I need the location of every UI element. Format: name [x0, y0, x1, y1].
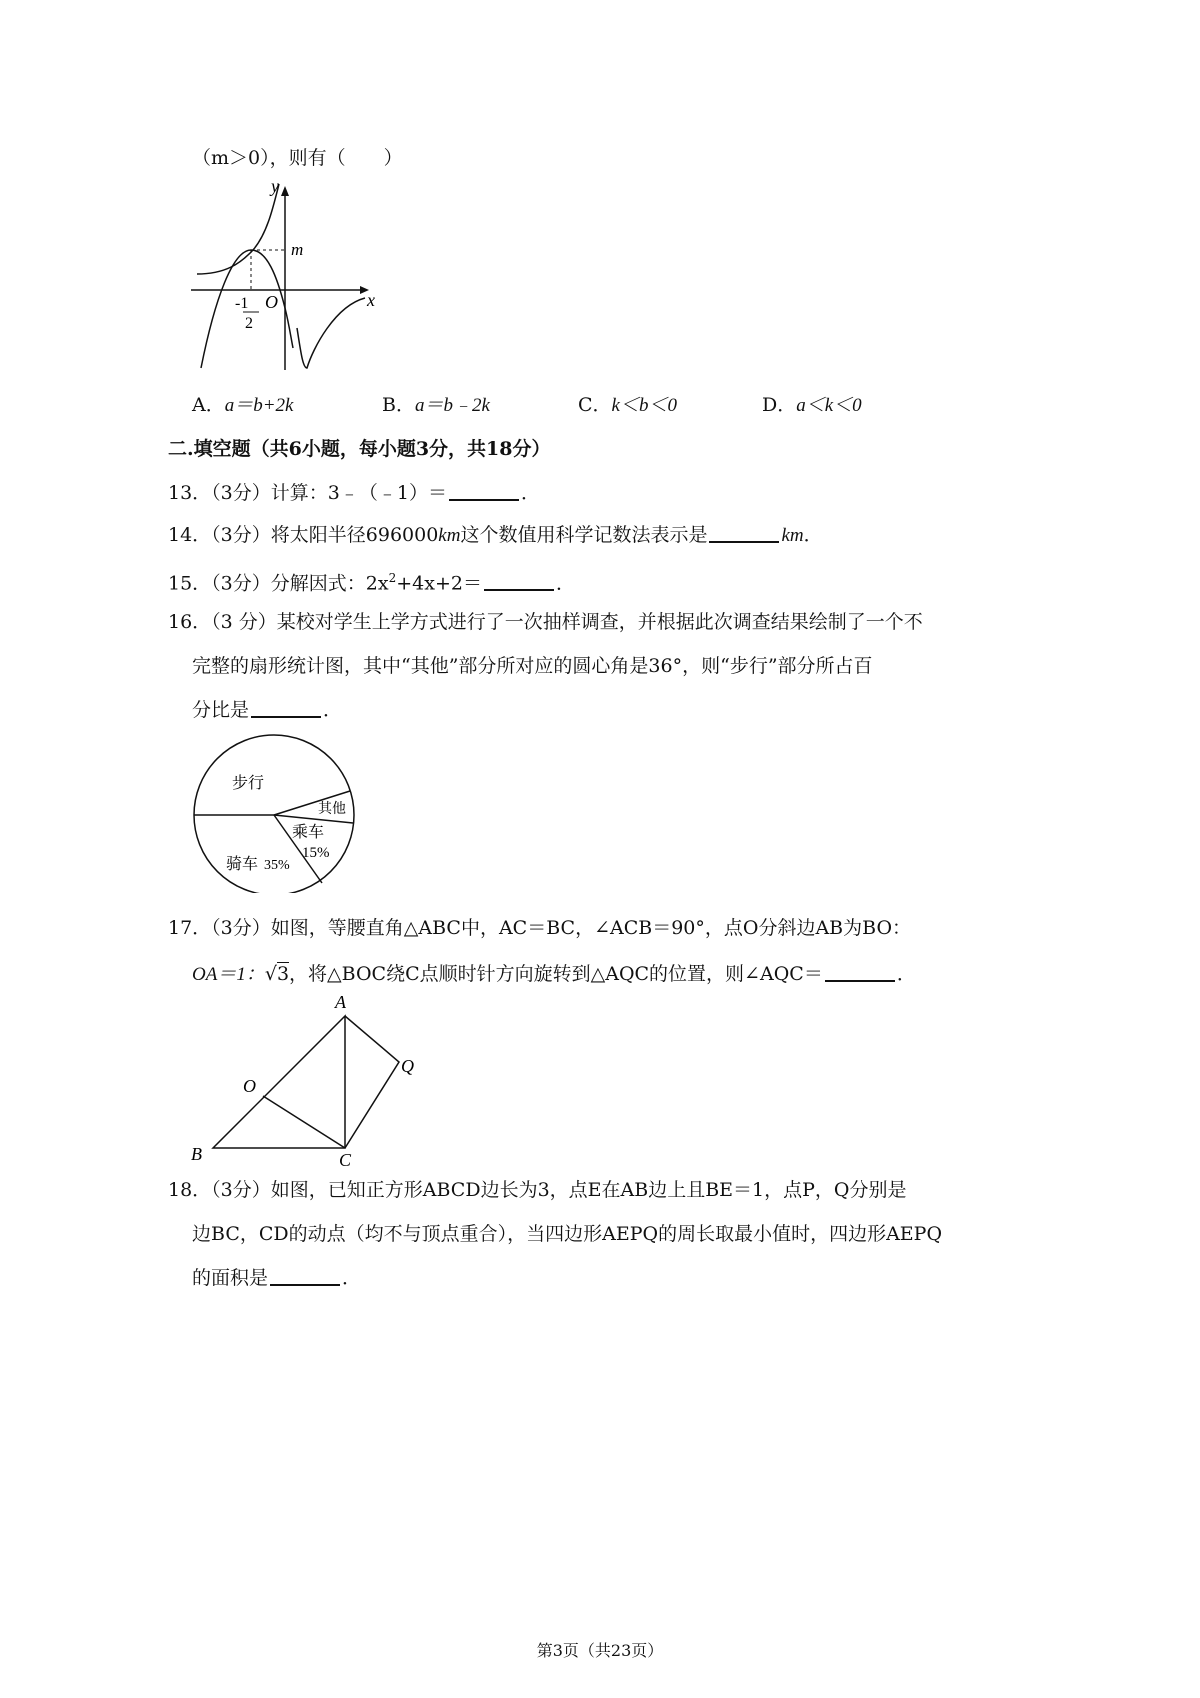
- q16-line-3: [192, 698, 342, 722]
- q16-line-2: 完整的扇形统计图，其中“其他”部分所对应的圆心角是36°，则“步行”部分所占百: [192, 655, 873, 677]
- q15-rest: +4x+2＝: [396, 572, 482, 595]
- q18-text: 的面积是: [192, 1267, 269, 1289]
- q17-triangle-figure: [185, 990, 425, 1170]
- option-letter: B．: [382, 394, 415, 416]
- q15-suffix: ．: [555, 572, 575, 595]
- label-b: B: [191, 1144, 202, 1164]
- q16-suffix: ．: [323, 699, 343, 721]
- q17-line-1: 17．（3分）如图，等腰直角△ABC中，AC＝BC，∠ACB＝90°，点O分斜边AB为BO：: [168, 917, 912, 939]
- q12-option-c: [578, 393, 677, 418]
- sqrt-symbol: √: [264, 963, 277, 985]
- q15-exponent: 2: [388, 571, 397, 585]
- q17-suffix: ．: [896, 963, 916, 985]
- q12-tail: （m＞0），则有（ ）: [192, 147, 403, 169]
- segment-oc: [263, 1096, 345, 1148]
- answer-blank: [825, 962, 895, 982]
- q18-line-1: 18．（3分）如图，已知正方形ABCD边长为3，点E在AB边上且BE＝1，点P，Q分别是: [168, 1179, 907, 1201]
- m-label: m: [291, 240, 304, 259]
- question-15: [168, 566, 575, 595]
- option-text: k＜b＜0: [611, 395, 677, 416]
- option-text: a＝b+2k: [224, 395, 294, 416]
- pie-chart: [190, 733, 362, 893]
- origin-label: O: [265, 292, 278, 312]
- sqrt-argument: 3: [276, 963, 290, 985]
- q14-text: 14．（3分）将太阳半径696000: [168, 524, 439, 546]
- option-text: a＜k＜0: [796, 395, 862, 416]
- q18-line-3: [192, 1266, 361, 1290]
- q17-text: ，将△BOC绕C点顺时针方向旋转到△AQC的位置，则∠AQC＝: [289, 963, 823, 985]
- label-a: A: [335, 992, 346, 1012]
- q14-suffix: ．: [803, 524, 823, 546]
- triangle-abc: [213, 1016, 345, 1148]
- y-axis-arrow: [281, 186, 289, 196]
- slice-label-other: 其他: [318, 802, 346, 817]
- y-label: y: [271, 178, 279, 196]
- slice-label-bike: 骑车: [226, 856, 259, 873]
- x-label: x: [367, 290, 375, 310]
- tick-denominator: 2: [245, 315, 253, 332]
- q17-line-2: [192, 962, 916, 987]
- question-13: [168, 481, 540, 505]
- label-c: C: [339, 1150, 352, 1170]
- q12-option-d: [762, 393, 862, 418]
- label-q: Q: [401, 1056, 414, 1076]
- q17-ratio: OA＝1：: [192, 964, 265, 985]
- answer-blank: [251, 698, 321, 718]
- option-text: a＝b﹣2k: [414, 395, 490, 416]
- slice-value-bike: 35%: [264, 858, 290, 873]
- page-footer: 第3页（共23页）: [536, 1641, 664, 1660]
- q18-line-2: 边BC，CD的动点（均不与顶点重合），当四边形AEPQ的周长取最小值时，四边形AEPQ: [192, 1223, 943, 1245]
- question-14: [168, 523, 823, 548]
- q18-suffix: ．: [342, 1267, 362, 1289]
- q12-option-b: [382, 393, 490, 418]
- segment-aqc: [345, 1016, 399, 1148]
- q14-middle: 这个数值用科学记数法表示是: [460, 524, 708, 546]
- q12-function-graph: [185, 178, 385, 374]
- answer-blank: [270, 1266, 340, 1286]
- answer-blank: [449, 481, 519, 501]
- hyperbola-curve: [297, 298, 365, 368]
- option-letter: A．: [192, 394, 225, 416]
- answer-blank: [484, 571, 554, 591]
- answer-blank: [709, 523, 779, 543]
- option-letter: D．: [762, 394, 797, 416]
- slice-label-walk: 步行: [232, 775, 265, 792]
- section-title: 二.填空题（共6小题，每小题3分，共18分）: [168, 438, 551, 460]
- q16-text: 分比是: [192, 699, 250, 721]
- label-o: O: [243, 1076, 256, 1096]
- q16-line-1: 16．（3 分）某校对学生上学方式进行了一次抽样调查，并根据此次调查结果绘制了一个不: [168, 611, 923, 633]
- q13-text: 13．（3分）计算：3﹣（﹣1）＝: [168, 482, 447, 504]
- option-letter: C．: [578, 394, 612, 416]
- q14-unit-2: km: [781, 525, 804, 546]
- slice-value-bus: 15%: [302, 845, 330, 861]
- q14-unit: km: [438, 525, 461, 546]
- slice-label-bus: 乘车: [292, 824, 325, 841]
- q13-suffix: ．: [520, 482, 540, 504]
- q15-text: 15．（3分）分解因式：2x: [168, 572, 389, 595]
- tick-numerator: -1: [235, 295, 249, 312]
- q12-option-a: [192, 393, 294, 418]
